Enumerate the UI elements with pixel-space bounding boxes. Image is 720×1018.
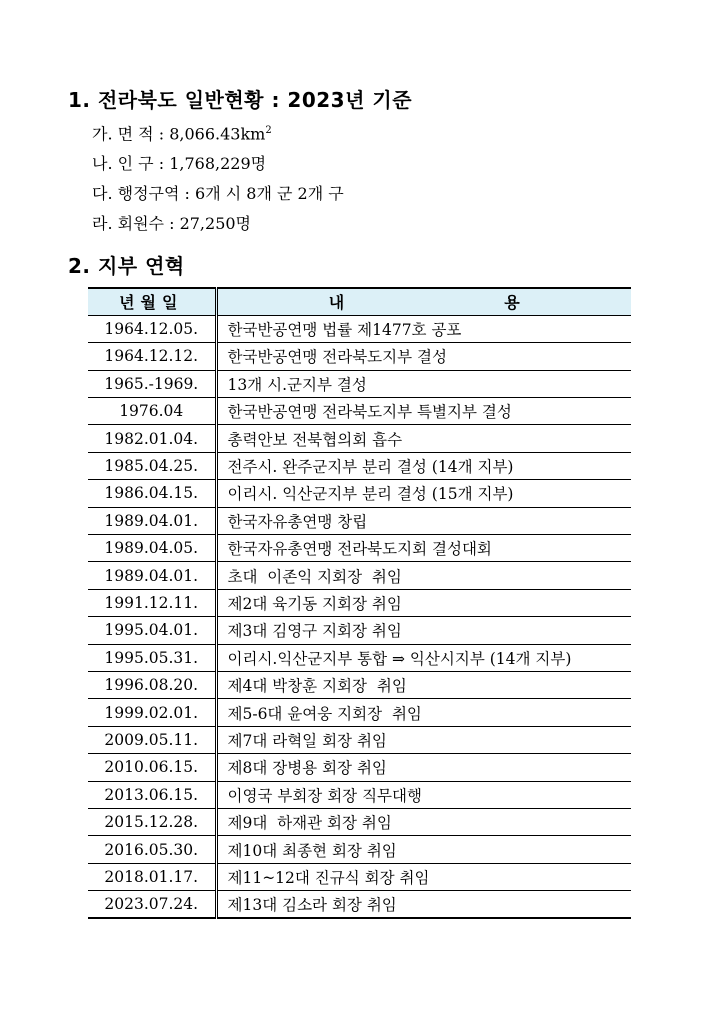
history-table-body — [88, 315, 631, 918]
info-sep: : — [164, 214, 180, 234]
row-event: 제10대 최종현 회장 취임 — [216, 836, 631, 863]
row-event: 제7대 라혁일 회장 취임 — [216, 726, 631, 753]
table-row — [88, 863, 631, 890]
row-date: 1989.04.05. — [88, 535, 216, 562]
row-event: 제13대 김소라 회장 취임 — [216, 891, 631, 918]
row-event: 이영국 부회장 회장 직무대행 — [216, 781, 631, 808]
table-row — [88, 452, 631, 479]
table-row — [88, 836, 631, 863]
table-row — [88, 589, 631, 616]
info-label: 가. 면 적 — [92, 124, 154, 144]
table-row — [88, 617, 631, 644]
table-row — [88, 535, 631, 562]
table-row — [88, 398, 631, 425]
header-date: 년월일 — [88, 288, 216, 315]
table-row — [88, 726, 631, 753]
info-sep: : — [153, 154, 170, 174]
table-row — [88, 808, 631, 835]
info-item-population — [92, 149, 344, 179]
table-row — [88, 370, 631, 397]
table-row — [88, 425, 631, 452]
row-event: 제3대 김영구 지회장 취임 — [216, 617, 631, 644]
info-value: 6개 시 8개 군 2개 구 — [195, 184, 344, 204]
row-date: 2009.05.11. — [88, 726, 216, 753]
row-date: 1989.04.01. — [88, 507, 216, 534]
table-header-row — [88, 288, 631, 315]
row-date: 1995.04.01. — [88, 617, 216, 644]
table-row — [88, 699, 631, 726]
info-value: 8,066.43km — [169, 124, 266, 144]
row-event: 한국반공연맹 전라북도지부 결성 — [216, 343, 631, 370]
row-event: 제5-6대 윤여웅 지회장 취임 — [216, 699, 631, 726]
row-date: 2010.06.15. — [88, 754, 216, 781]
row-event: 한국자유총연맹 창립 — [216, 507, 631, 534]
row-date: 1965.-1969. — [88, 370, 216, 397]
table-row — [88, 891, 631, 918]
info-label: 라. 회원수 — [92, 214, 164, 234]
row-event: 제8대 장병용 회장 취임 — [216, 754, 631, 781]
row-date: 1999.02.01. — [88, 699, 216, 726]
row-date: 1996.08.20. — [88, 671, 216, 698]
row-date: 2018.01.17. — [88, 863, 216, 890]
table-row — [88, 507, 631, 534]
row-date: 1964.12.12. — [88, 343, 216, 370]
history-table — [88, 287, 631, 919]
row-event: 초대 이존익 지회장 취임 — [216, 562, 631, 589]
table-row — [88, 754, 631, 781]
info-value: 27,250명 — [179, 214, 252, 234]
row-date: 1976.04 — [88, 398, 216, 425]
row-event: 제9대 하재관 회장 취임 — [216, 808, 631, 835]
row-date: 1986.04.15. — [88, 480, 216, 507]
row-event: 총력안보 전북협의회 흡수 — [216, 425, 631, 452]
info-item-members — [92, 209, 344, 239]
info-sep: : — [179, 184, 196, 204]
table-row — [88, 671, 631, 698]
row-event: 한국반공연맹 전라북도지부 특별지부 결성 — [216, 398, 631, 425]
row-date: 1964.12.05. — [88, 315, 216, 342]
section1-title: 1. 전라북도 일반현황 : 2023년 기준 — [68, 88, 413, 112]
info-item-admin-district — [92, 179, 344, 209]
row-date: 2016.05.30. — [88, 836, 216, 863]
info-unit-superscript: 2 — [265, 125, 272, 136]
table-row — [88, 781, 631, 808]
info-value: 1,768,229명 — [169, 154, 267, 174]
row-date: 2015.12.28. — [88, 808, 216, 835]
info-label: 나. 인 구 — [92, 154, 154, 174]
table-row — [88, 343, 631, 370]
row-event: 한국반공연맹 법률 제1477호 공포 — [216, 315, 631, 342]
row-date: 1989.04.01. — [88, 562, 216, 589]
info-item-area — [92, 116, 344, 149]
table-row — [88, 480, 631, 507]
row-date: 2013.06.15. — [88, 781, 216, 808]
table-row — [88, 315, 631, 342]
header-event-right: 용 — [504, 293, 520, 313]
row-date: 1982.01.04. — [88, 425, 216, 452]
header-event — [216, 288, 631, 315]
row-date: 2023.07.24. — [88, 891, 216, 918]
info-sep: : — [153, 124, 170, 144]
row-event: 제4대 박창훈 지회장 취임 — [216, 671, 631, 698]
info-label: 다. 행정구역 — [92, 184, 180, 204]
row-date: 1995.05.31. — [88, 644, 216, 671]
table-row — [88, 644, 631, 671]
row-event: 이리시.익산군지부 통합 ⇒ 익산시지부 (14개 지부) — [216, 644, 631, 671]
row-event: 전주시. 완주군지부 분리 결성 (14개 지부) — [216, 452, 631, 479]
general-info-list — [92, 116, 344, 239]
row-date: 1985.04.25. — [88, 452, 216, 479]
row-event: 제2대 육기동 지회장 취임 — [216, 589, 631, 616]
row-event: 한국자유총연맹 전라북도지회 결성대회 — [216, 535, 631, 562]
header-event-left: 내 — [328, 293, 345, 313]
table-row — [88, 562, 631, 589]
section2-title: 2. 지부 연혁 — [68, 254, 185, 278]
row-event: 13개 시.군지부 결성 — [216, 370, 631, 397]
row-event: 제11~12대 진규식 회장 취임 — [216, 863, 631, 890]
row-event: 이리시. 익산군지부 분리 결성 (15개 지부) — [216, 480, 631, 507]
row-date: 1991.12.11. — [88, 589, 216, 616]
